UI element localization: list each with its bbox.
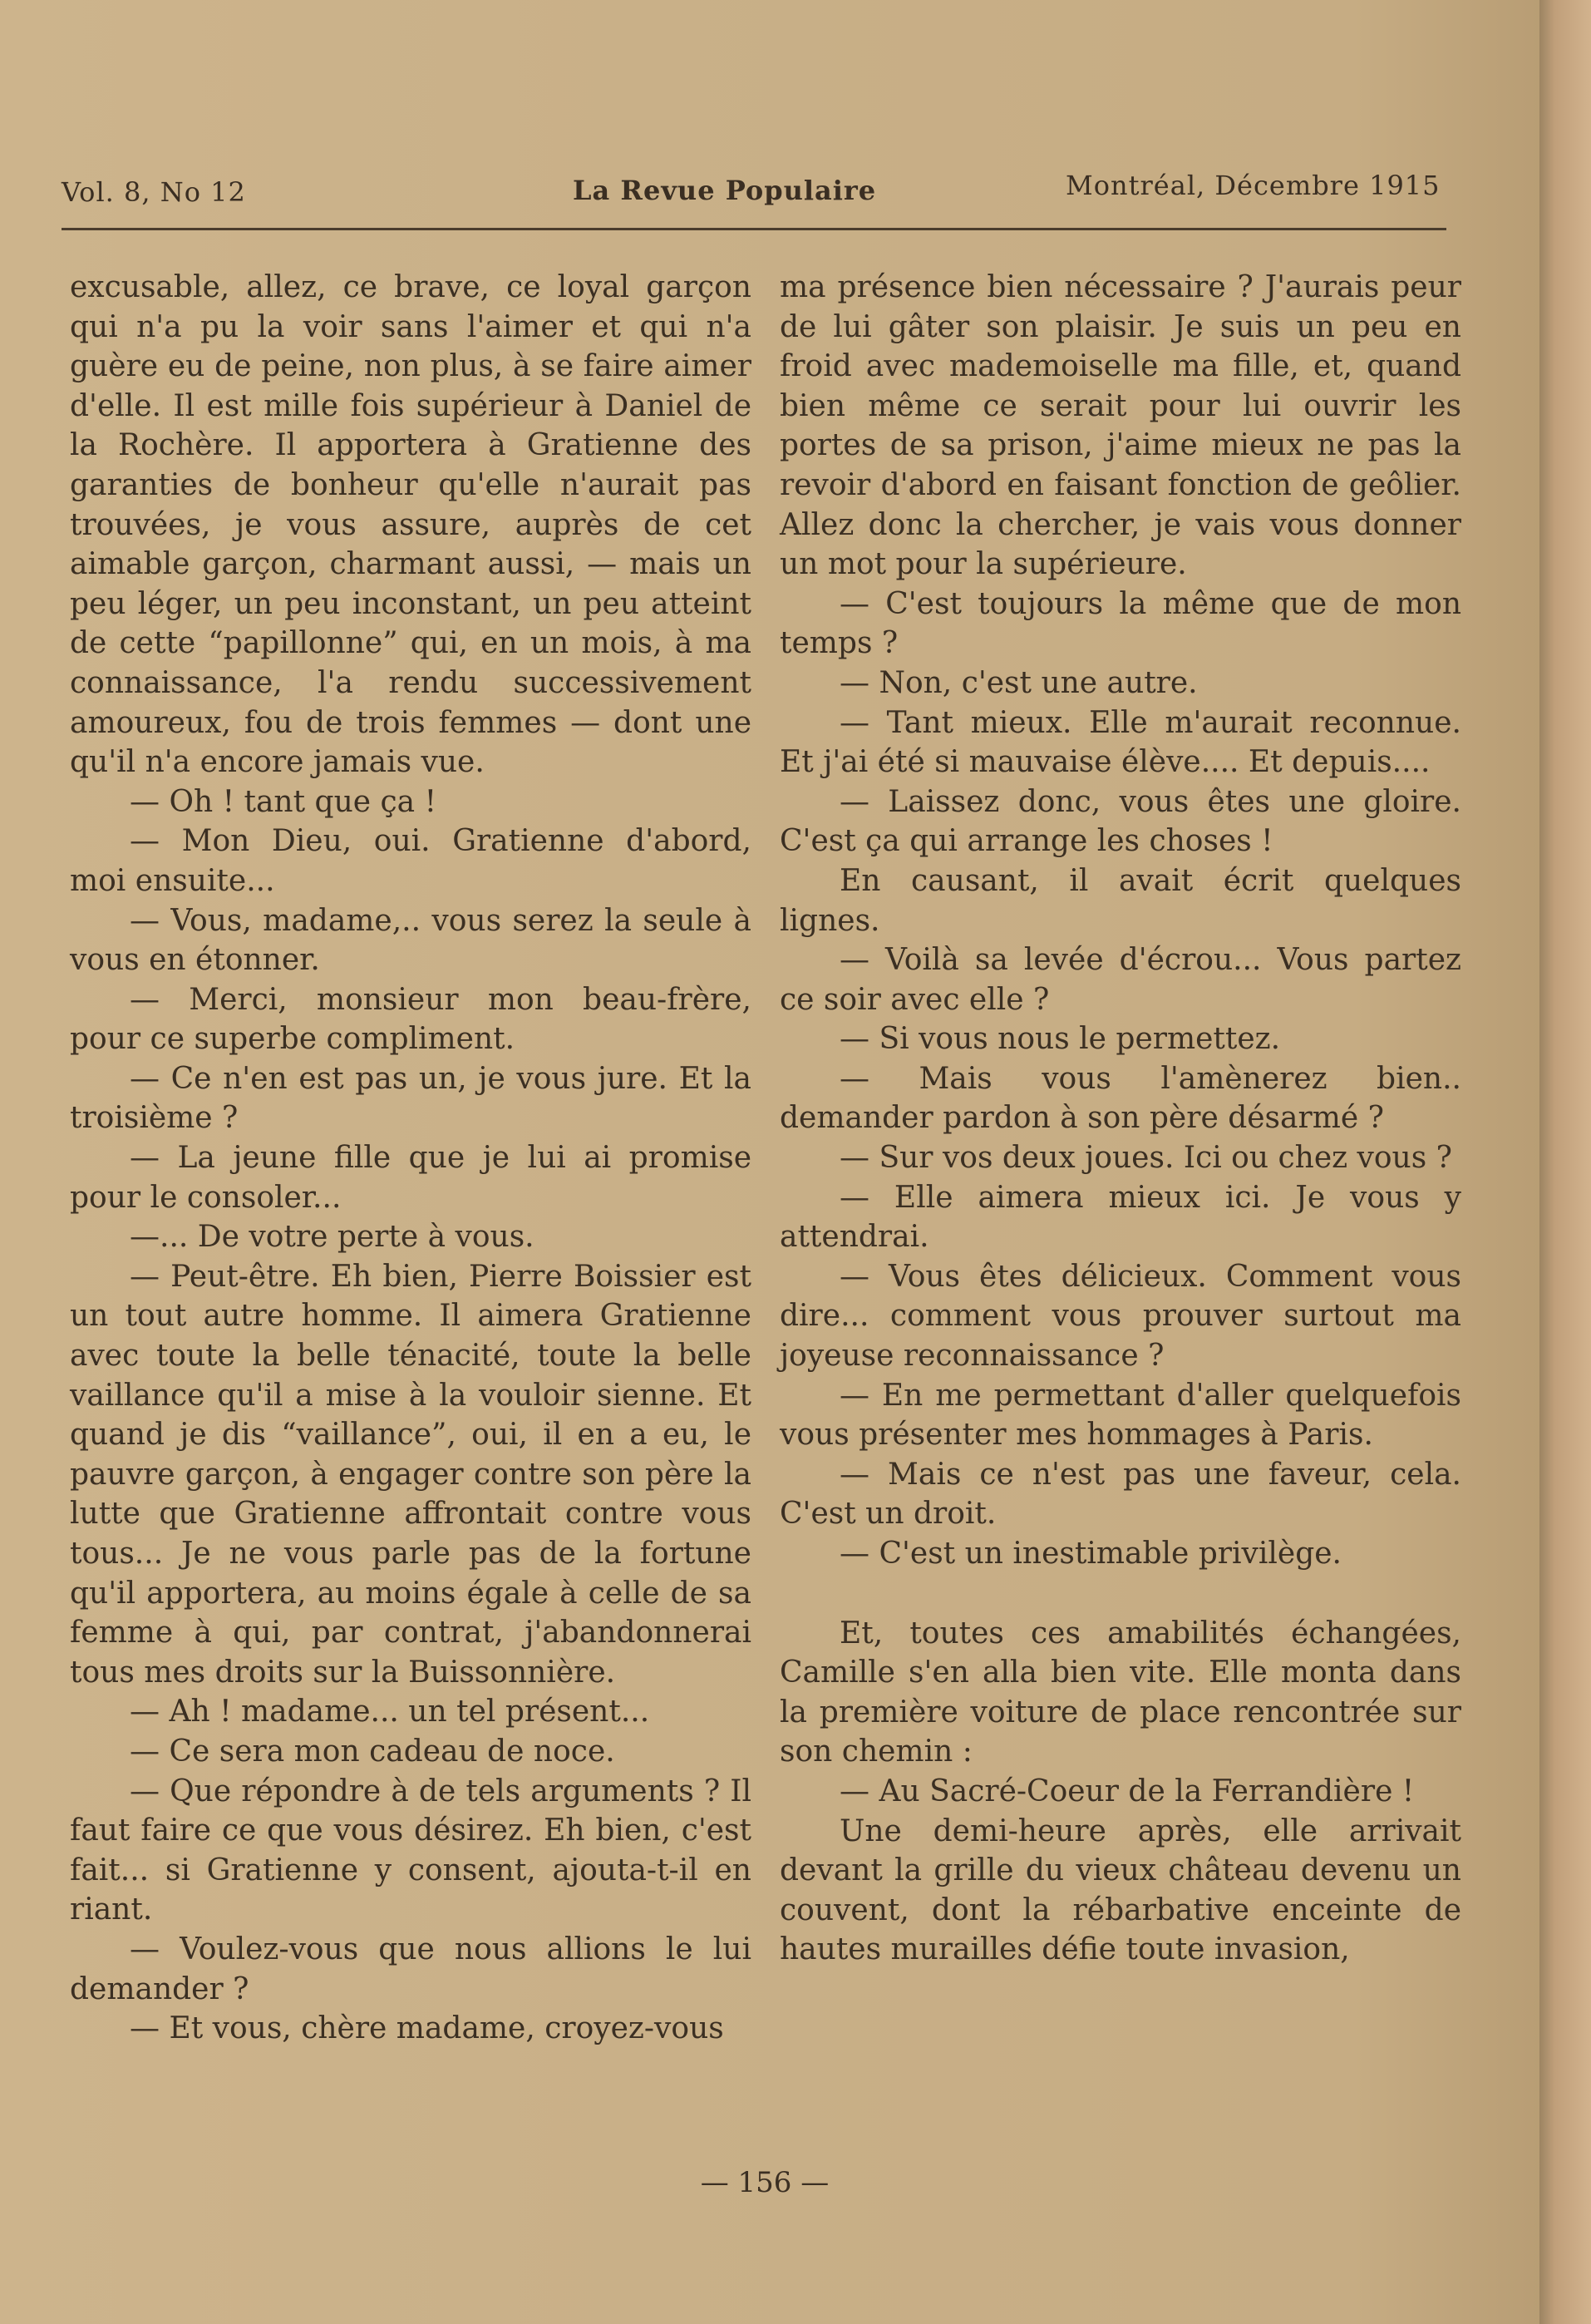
- paragraph: — Tant mieux. Elle m'aurait reconnue. Et j'ai été si mauvaise élève.... Et depuis....: [780, 705, 1461, 780]
- volume-number: Vol. 8, No 12: [62, 176, 246, 208]
- paragraph: — Ah ! madame... un tel présent...: [130, 1695, 650, 1729]
- paragraph: — Voulez-vous que nous allions le lui demander ?: [70, 1932, 751, 2006]
- paragraph: — Ce sera mon cadeau de noce.: [130, 1734, 615, 1769]
- paragraph: Une demi-heure après, elle arrivait devant la grille du vieux château devenu un couvent, dont la rébarbative enceinte de hautes murailles défie toute invasion,: [780, 1813, 1461, 1967]
- paragraph: — La jeune fille que je lui ai promise pour le consoler...: [70, 1141, 751, 1215]
- magazine-title: La Revue Populaire: [573, 175, 877, 206]
- paragraph: En causant, il avait écrit quelques lignes.: [780, 863, 1461, 938]
- paragraph: — Mais vous l'amènerez bien.. demander pardon à son père désarmé ?: [780, 1061, 1461, 1136]
- paragraph: — Au Sacré-Coeur de la Ferrandière !: [840, 1774, 1415, 1808]
- paragraph: — Ce n'en est pas un, je vous jure. Et la troisième ?: [70, 1061, 751, 1136]
- paragraph: — C'est un inestimable privilège.: [840, 1537, 1342, 1571]
- paragraph: — Vous êtes délicieux. Comment vous dire... comment vous prouver surtout ma joyeuse reconnaissance ?: [780, 1259, 1461, 1374]
- paragraph: — Mon Dieu, oui. Gratienne d'abord, moi ensuite...: [70, 824, 751, 898]
- paragraph: — Que répondre à de tels arguments ? Il faut faire ce que vous désirez. Eh bien, c'est fait... si Gratienne y consent, ajouta-t-il en riant.: [70, 1774, 751, 1927]
- paragraph: — Vous, madame,.. vous serez la seule à vous en étonner.: [70, 903, 751, 978]
- paragraph: — C'est toujours la même que de mon temps ?: [780, 586, 1461, 661]
- paragraph: — Mais ce n'est pas une faveur, cela. C'est un droit.: [780, 1457, 1461, 1532]
- right-column: [780, 268, 1461, 1970]
- paragraph: — Oh ! tant que ça !: [130, 784, 437, 819]
- page-number: — 156 —: [700, 2166, 830, 2199]
- paragraph: — Et vous, chère madame, croyez-vous: [130, 2011, 724, 2046]
- paragraph: ma présence bien nécessaire ? J'aurais peur de lui gâter son plaisir. Je suis un peu en froid avec mademoiselle ma fille, et, quand bien même ce serait pour lui ouvrir les portes de sa prison, j'aime mieux ne pas la revoir d'abord en faisant fonction de geôlier. Allez donc la chercher, je vais vous donner un mot pour la supérieure.: [780, 270, 1461, 582]
- paragraph: — Elle aimera mieux ici. Je vous y attendrai.: [780, 1180, 1461, 1255]
- paragraph: — Peut-être. Eh bien, Pierre Boissier est un tout autre homme. Il aimera Gratienne avec toute la belle ténacité, toute la belle vaillance qu'il a mise à la vouloir sienne. Et quand je dis “vaillance”, oui, il en a eu, le pauvre garçon, à engager contre son père la lutte que Gratienne affrontait contre vous tous... Je ne vous parle pas de la fortune qu'il apportera, au moins égale à celle de sa femme à qui, par contrat, j'abandonnerai tous mes droits sur la Buissonnière.: [70, 1259, 751, 1690]
- place-date: Montréal, Décembre 1915: [1066, 170, 1441, 201]
- paragraph: — Sur vos deux joues. Ici ou chez vous ?: [840, 1141, 1452, 1176]
- paragraph: excusable, allez, ce brave, ce loyal garçon qui n'a pu la voir sans l'aimer et qui n'a guère eu de peine, non plus, à se faire aimer d'elle. Il est mille fois supérieur à Daniel de la Rochère. Il apportera à Gratienne des garanties de bonheur qu'elle n'aurait pas trouvées, je vous assure, auprès de cet aimable garçon, charmant aussi, — mais un peu léger, un peu inconstant, un peu atteint de cette “papillonne” qui, en un mois, à ma connaissance, l'a rendu successivement amoureux, fou de trois femmes — dont une qu'il n'a encore jamais vue.: [70, 270, 751, 780]
- paragraph: Et, toutes ces amabilités échangées, Camille s'en alla bien vite. Elle monta dans la première voiture de place rencontrée sur son chemin :: [780, 1616, 1461, 1769]
- header-rule: [62, 228, 1446, 230]
- page-gutter: [1539, 0, 1591, 2324]
- paragraph: — Laissez donc, vous êtes une gloire. C'est ça qui arrange les choses !: [780, 784, 1461, 859]
- paragraph: — Si vous nous le permettez.: [840, 1022, 1281, 1057]
- running-header: [62, 166, 1450, 216]
- paragraph: — Merci, monsieur mon beau-frère, pour ce superbe compliment.: [70, 982, 751, 1057]
- paragraph: — Non, c'est une autre.: [840, 665, 1198, 700]
- paragraph: — Voilà sa levée d'écrou... Vous partez ce soir avec elle ?: [780, 943, 1461, 1017]
- section-break: [780, 1574, 1461, 1614]
- paragraph: —... De votre perte à vous.: [130, 1220, 534, 1255]
- paragraph: — En me permettant d'aller quelquefois vous présenter mes hommages à Paris.: [780, 1378, 1461, 1453]
- left-column: [70, 268, 751, 2049]
